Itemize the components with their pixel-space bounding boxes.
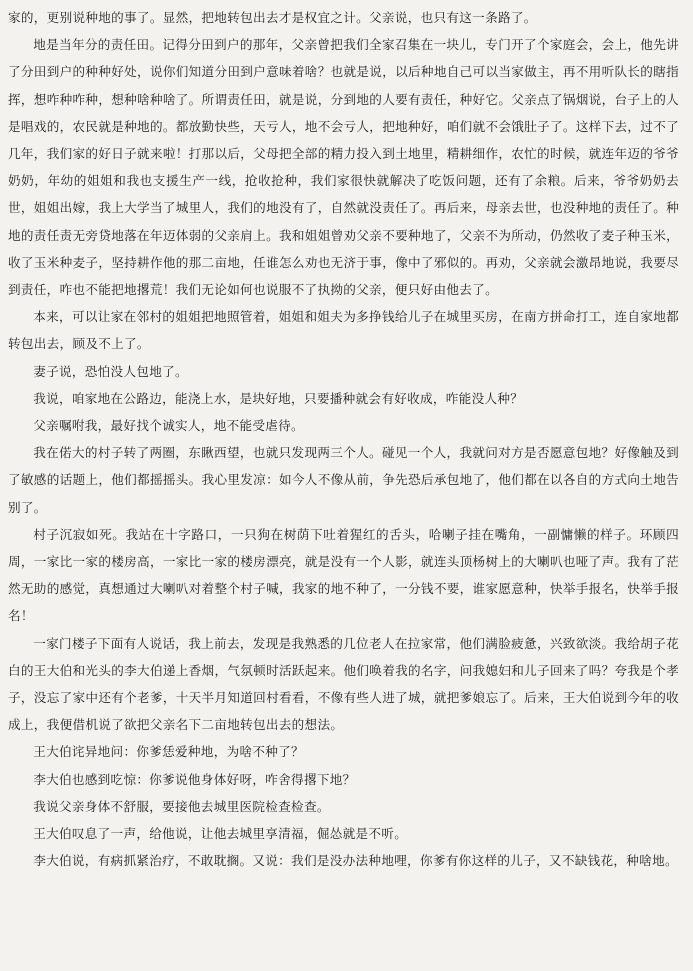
paragraph-responsibility-field: 地是当年分的责任田。记得分田到户的那年，父亲曾把我们全家召集在一块儿，专门开了个家庭会，会上，他先讲了分田到户的种种好处，说你们知道分田到户意味着啥？也就是说，以后种地自己可以当家做主，再不用听队长的瞎指挥，想咋种咋种，想种啥种啥了。所谓责任田，就是说，分到地的人要有责任，种好它。父亲点了锅烟说，台子上的人是唱戏的，农民就是种地的。都放勤快些，天亏人，地不会亏人，把地种好，咱们就不会饿肚子了。这样下去，过不了几年，我们家的好日子就来啦！打那以后，父母把全部的精力投入到土地里，精耕细作，农忙的时候，就连年迈的爷爷奶奶，年幼的姐姐和我也支援生产一线，抢收抢种，我们家很快就解决了吃饭问题，还有了余粮。后来，爷爷奶奶去世，姐姐出嫁，我上大学当了城里人，我们的地没有了，自然就没责任了。再后来，母亲去世，也没种地的责任了。种地的责任责无旁贷地落在年迈体弱的父亲肩上。我和姐姐曾劝父亲不要种地了，父亲不为所动，仍然收了麦子种玉米，收了玉米种麦子，坚持耕作他的那二亩地，任谁怎么劝也无济于事，像中了邪似的。再劝，父亲就会激昂地说，我要尽到责任，咋也不能把地撂荒！我们无论如何也说服不了执拗的父亲，便只好由他去了。: [8, 37, 679, 298]
paragraph-uncle-wang-sigh: 王大伯叹息了一声，给他说，让他去城里享清福，倔怂就是不听。: [33, 826, 408, 842]
paragraph-good-land: 我说，咱家地在公路边，能浇上水，是块好地，只要播种就会有好收成，咋能没人种？: [33, 390, 524, 406]
paragraph-sister: 本来，可以让家在邻村的姐姐把地照管着，姐姐和姐夫为多挣钱给儿子在城里买房，在南方拼命打工，连自家地都转包出去，顾及不上了。: [8, 309, 679, 352]
paragraph-uncle-li-reply: 李大伯说，有病抓紧治疗，不敢耽搁。又说：我们是没办法种地哩，你爹有你这样的儿子，又不缺钱花，种啥地。: [33, 853, 678, 869]
paragraph-father-instruction: 父亲嘱咐我，最好找个诚实人，地不能受虐待。: [33, 418, 304, 434]
paragraph-uncle-li-surprise: 李大伯也感到吃惊：你爹说他身体好呀，咋舍得撂下地？: [33, 771, 356, 787]
paragraph-wife: 妻子说，恐怕没人包地了。: [33, 363, 188, 379]
paragraph-uncle-wang-question: 王大伯诧异地问：你爹恁爱种地，为啥不种了？: [33, 744, 304, 760]
paragraph-hospital: 我说父亲身体不舒服，要接他去城里医院检查检查。: [33, 798, 330, 814]
paragraph-silent-village: 村子沉寂如死。我站在十字路口，一只狗在树荫下吐着猩红的舌头，哈喇子挂在嘴角，一副慵懒的样子。环顾四周，一家比一家的楼房高，一家比一家的楼房漂亮，就是没有一个人影，就连头顶杨树上的大喇叭也哑了声。我有了茫然无助的感觉，真想通过大喇叭对着整个村子喊，我家的地不种了，一分钱不要，谁家愿意种，快举手报名，快举手报名！: [8, 526, 679, 624]
paragraph-old-men: 一家门楼子下面有人说话，我上前去，发现是我熟悉的几位老人在拉家常，他们满脸疲惫，兴致欲淡。我给胡子花白的王大伯和光头的李大伯递上香烟，气氛顿时活跃起来。他们唤着我的名字，问我媳妇和儿子回来了吗？夸我是个孝子，没忘了家中还有个老爹，十天半月知道回村看看，不像有些人进了城，就把爹娘忘了。后来，王大伯说到今年的收成上，我便借机说了欲把父亲名下二亩地转包出去的想法。: [8, 635, 679, 733]
paragraph-village-search: 我在偌大的村子转了两圈，东瞅西望，也就只发现两三个人。碰见一个人，我就问对方是否愿意包地？好像触及到了敏感的话题上，他们都摇摇头。我心里发凉：如今人不像从前，争先恐后承包地了，他们都在以各自的方式向土地告别了。: [8, 445, 679, 515]
paragraph-continuation: 家的，更别说种地的事了。显然，把地转包出去才是权宜之计。父亲说，也只有这一条路了。: [8, 10, 537, 25]
